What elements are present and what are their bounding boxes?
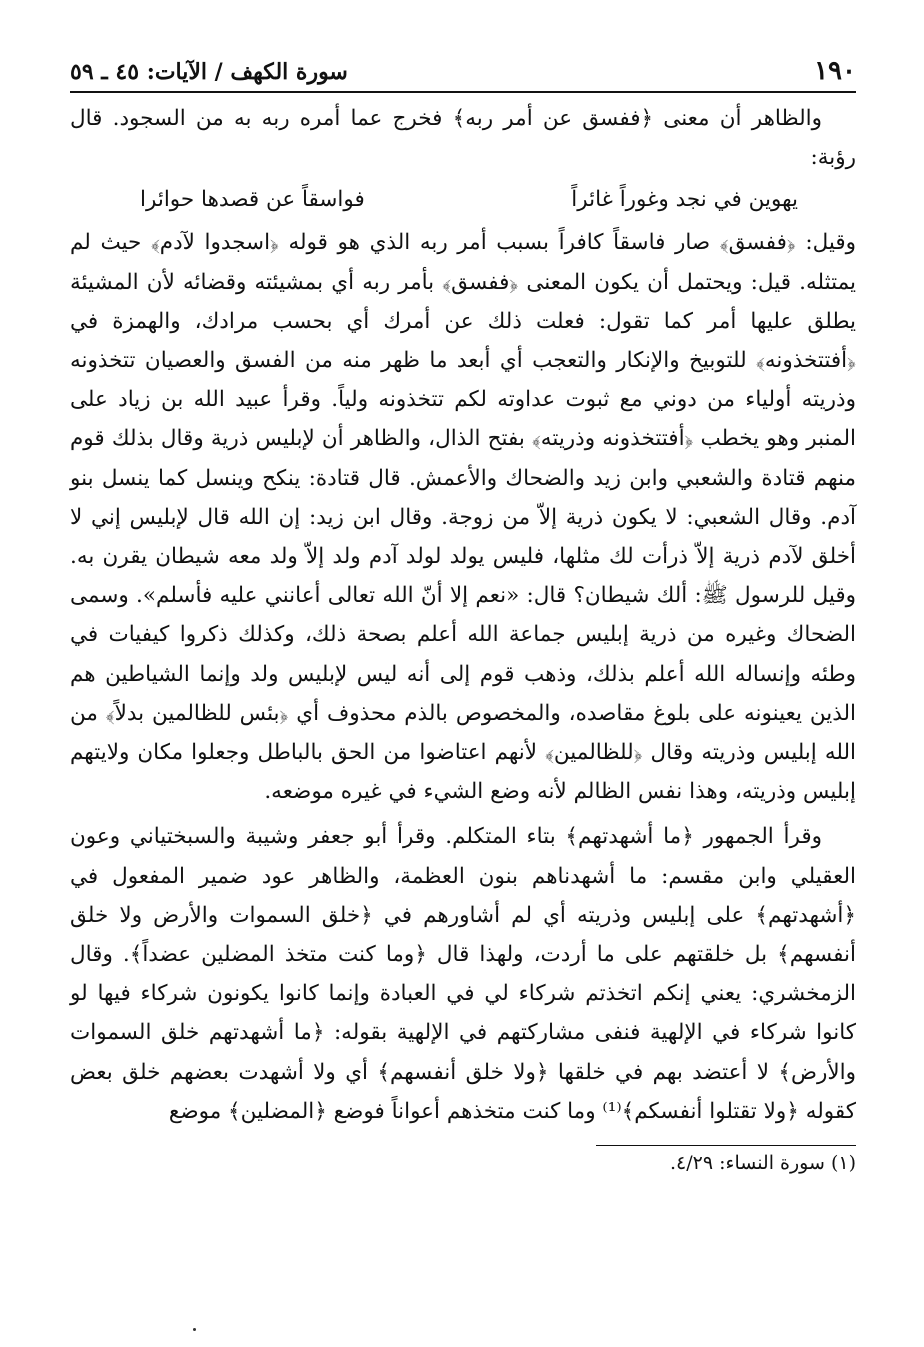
page-header <box>70 54 856 93</box>
poem-verse <box>70 179 856 221</box>
page-number: ١٩٠ <box>814 56 856 86</box>
running-title: سورة الكهف / الآيات: ٤٥ ـ ٥٩ <box>70 59 348 85</box>
footnote-divider <box>596 1145 856 1146</box>
scan-speck <box>193 1328 196 1331</box>
main-text <box>70 99 856 1131</box>
paragraph: وقرأ الجمهور ﴿ما أشهدتهم﴾ بتاء المتكلم. وقرأ أبو جعفر وشيبة والسبختياني وعون العقيلي وابن مقسم: ما أشهدناهم بنون العظمة، والظاهر عود ضمير المفعول في ﴿أشهدتهم﴾ على إبليس وذريته أي لم أشاورهم في ﴿خلق السموات والأرض ولا خلق أنفسهم﴾ بل خلقتهم على ما أردت، ولهذا قال ﴿وما كنت متخذ المضلين عضداً﴾. وقال الزمخشري: يعني إنكم اتخذتم شركاء لي في العبادة وإنما كانوا يكونون شركاء فيها لو كانوا شركاء في الإلهية فنفى مشاركتهم في الإلهية بقوله: ﴿ما أشهدتهم خلق السموات والأرض﴾ لا أعتضد بهم في خلقها ﴿ولا خلق أنفسهم﴾ أي ولا أشهدت بعضهم خلق بعض كقوله ﴿ولا تقتلوا أنفسكم﴾⁽¹⁾ وما كنت متخذهم أعواناً فوضع ﴿المضلين﴾ موضع <box>70 824 856 1124</box>
poem-second-hemistich: فواسقاً عن قصدها حوائرا <box>140 187 365 213</box>
paragraph: والظاهر أن معنى ﴿ففسق عن أمر ربه﴾ فخرج عما أمره ربه به من السجود. قال رؤبة: <box>70 106 856 171</box>
footnote: (١) سورة النساء: ٤/٢٩. <box>670 1152 856 1175</box>
book-page <box>70 54 856 1178</box>
poem-first-hemistich: يهوين في نجد وغوراً غائراً <box>571 187 798 213</box>
paragraph: وقيل: ﴿ففسق﴾ صار فاسقاً كافراً بسبب أمر ربه الذي هو قوله ﴿اسجدوا لآدم﴾ حيث لم يمتثله. قيل: ويحتمل أن يكون المعنى ﴿ففسق﴾ بأمر ربه أي بمشيئته وقضائه لأن المشيئة يطلق عليها أمر كما تقول: فعلت ذلك عن أمرك أي بحسب مرادك، والهمزة في ﴿أفتتخذونه﴾ للتوبيخ والإنكار والتعجب أي أبعد ما ظهر منه من الفسق والعصيان تتخذونه وذريته أولياء من دوني مع ثبوت عداوته لكم تتخذونه ولياً. وقرأ عبيد الله بن زياد على المنبر وهو يخطب ﴿أفتتخذونه وذريته﴾ بفتح الذال، والظاهر أن لإبليس ذرية وقال بذلك قوم منهم قتادة والشعبي وابن زيد والضحاك والأعمش. قال قتادة: ينكح وينسل كما ينسل بنو آدم. وقال الشعبي: لا يكون ذرية إلاّ من زوجة. وقال ابن زيد: إن الله قال لإبليس إني لا أخلق لآدم ذرية إلاّ ذرأت لك مثلها، فليس يولد لولد آدم ولد إلاّ ولد معه شيطان يقرن به. وقيل للرسول ﷺ: ألك شيطان؟ قال: «نعم إلا أنّ الله تعالى أعانني عليه فأسلم». وسمى الضحاك وغيره من ذرية إبليس جماعة الله أعلم بصحة ذلك، وكذلك ذكروا كيفيات في وطئه وإنساله الله أعلم بذلك، وذهب قوم إلى أنه ليس لإبليس ولد وإنما الشياطين هم الذين يعينونه على بلوغ مقاصده، والمخصوص بالذم محذوف أي ﴿بئس للظالمين بدلاً﴾ من الله إبليس وذريته وقال ﴿للظالمين﴾ لأنهم اعتاضوا من الحق بالباطل وجعلوا مكان ولايتهم إبليس وذريته، وهذا نفس الظالم لأنه وضع الشيء في غيره موضعه. <box>70 230 856 805</box>
